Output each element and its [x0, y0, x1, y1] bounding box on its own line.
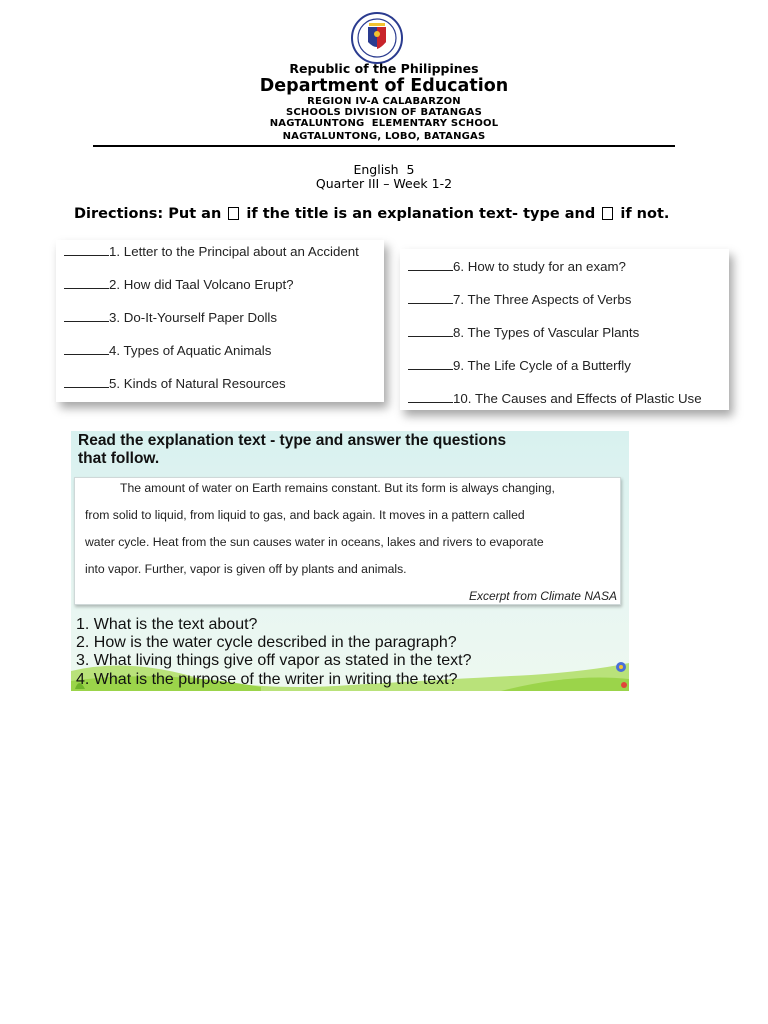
subject-title: English 5 [353, 162, 415, 177]
item-number: 8. [453, 325, 468, 340]
items-card-left [56, 240, 384, 402]
item-text: The Causes and Effects of Plastic Use [474, 391, 702, 406]
item-number: 5. [109, 376, 124, 391]
directions-text-2: if the title is an explanation text- type and [241, 206, 601, 222]
item-number: 1. [109, 244, 124, 259]
answer-blank[interactable] [64, 376, 109, 388]
answer-blank[interactable] [64, 343, 109, 355]
quarter-week: Quarter III – Week 1-2 [315, 176, 453, 191]
question: 2. How is the water cycle described in the paragraph? [76, 634, 457, 651]
answer-blank[interactable] [408, 325, 453, 337]
header-divider [93, 145, 675, 147]
list-item [408, 358, 631, 373]
item-text: Do-It-Yourself Paper Dolls [123, 310, 278, 325]
address-heading: NAGTALUNTONG, LOBO, BATANGAS [282, 131, 486, 142]
reading-title-line: that follow. [78, 450, 160, 467]
item-text: Kinds of Natural Resources [123, 376, 286, 391]
item-number: 10. [453, 391, 475, 406]
answer-blank[interactable] [64, 277, 109, 289]
item-number: 4. [109, 343, 124, 358]
list-item [64, 244, 359, 259]
answer-blank[interactable] [408, 358, 453, 370]
reading-section [71, 431, 629, 691]
list-item [408, 259, 626, 274]
answer-blank[interactable] [64, 310, 109, 322]
question: 4. What is the purpose of the writer in writing the text? [76, 671, 458, 688]
passage-line: from solid to liquid, from liquid to gas, and back again. It moves in a pattern called [85, 508, 525, 522]
items-card-right [400, 249, 729, 410]
item-text: Letter to the Principal about an Accident [123, 244, 359, 259]
item-text: Types of Aquatic Animals [123, 343, 272, 358]
list-item [408, 325, 639, 340]
list-item [64, 310, 277, 325]
answer-blank[interactable] [408, 292, 453, 304]
deped-seal-icon [349, 12, 405, 64]
passage-line: The amount of water on Earth remains constant. But its form is always changing, [120, 481, 555, 495]
checkbox-symbol-icon [602, 207, 613, 220]
answer-blank[interactable] [408, 391, 453, 403]
answer-blank[interactable] [408, 259, 453, 271]
item-number: 9. [453, 358, 468, 373]
reading-title [78, 432, 506, 468]
republic-heading: Republic of the Philippines [289, 61, 479, 76]
passage-box [74, 477, 621, 605]
item-text: The Three Aspects of Verbs [467, 292, 632, 307]
item-number: 6. [453, 259, 468, 274]
directions-text-3: if not. [615, 206, 670, 222]
passage-line: water cycle. Heat from the sun causes water in oceans, lakes and rivers to evaporate [85, 535, 544, 549]
item-number: 3. [109, 310, 124, 325]
item-number: 7. [453, 292, 468, 307]
question: 3. What living things give off vapor as stated in the text? [76, 652, 472, 669]
item-text: The Types of Vascular Plants [467, 325, 640, 340]
department-heading: Department of Education [259, 76, 509, 96]
item-text: How did Taal Volcano Erupt? [123, 277, 294, 292]
list-item [408, 391, 702, 406]
passage-source: Excerpt from Climate NASA [468, 589, 617, 603]
list-item [64, 343, 271, 358]
list-item [64, 376, 286, 391]
question: 1. What is the text about? [76, 616, 258, 633]
checkbox-symbol-icon [228, 207, 239, 220]
list-item [408, 292, 631, 307]
item-text: How to study for an exam? [467, 259, 626, 274]
answer-blank[interactable] [64, 244, 109, 256]
division-heading: SCHOOLS DIVISION OF BATANGAS [285, 107, 483, 118]
directions [74, 206, 669, 222]
reading-title-line: Read the explanation text - type and answer the questions [78, 432, 507, 449]
directions-text-1: Directions: Put an [74, 206, 227, 222]
item-number: 2. [109, 277, 124, 292]
item-text: The Life Cycle of a Butterfly [467, 358, 631, 373]
list-item [64, 277, 294, 292]
school-heading: NAGTALUNTONG ELEMENTARY SCHOOL [269, 118, 499, 129]
region-heading: REGION IV-A CALABARZON [307, 96, 461, 107]
passage-line: into vapor. Further, vapor is given off by plants and animals. [85, 562, 407, 576]
